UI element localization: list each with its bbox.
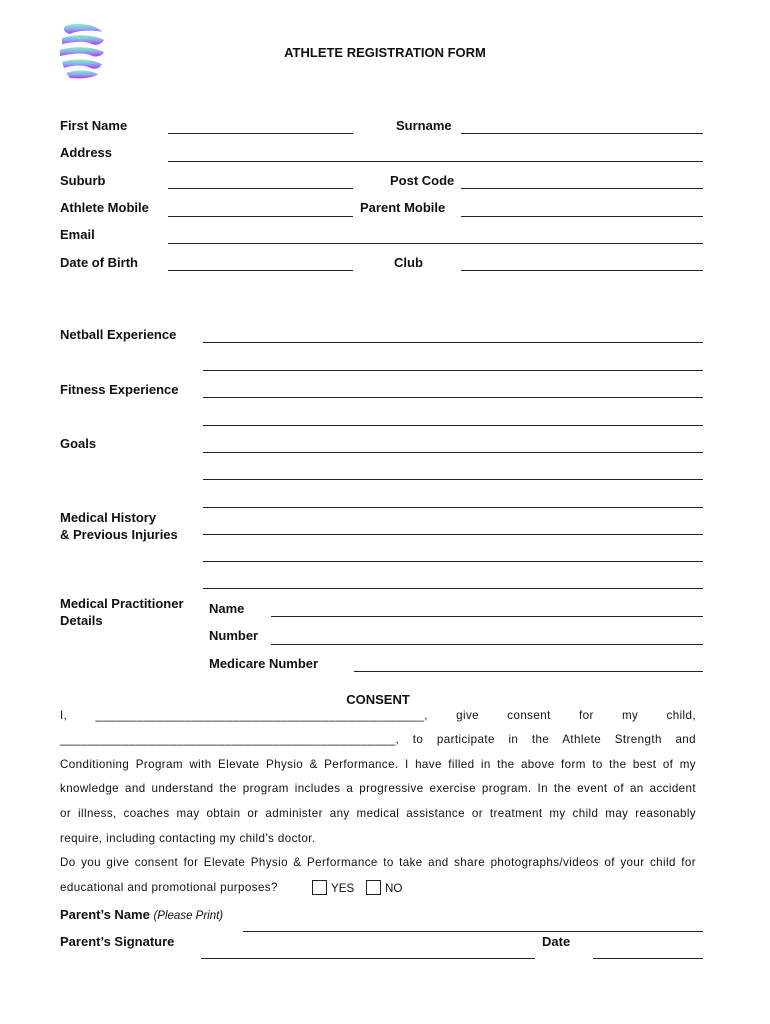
- parent-signature-field[interactable]: [201, 958, 535, 959]
- goals-line-2[interactable]: [203, 479, 703, 480]
- post-code-field[interactable]: [461, 188, 703, 189]
- practitioner-heading: Medical Practitioner: [60, 596, 184, 611]
- practitioner-name-field[interactable]: [271, 616, 703, 617]
- parent-name-label: [60, 907, 223, 924]
- consent-line-2: _________________________________________________, to participate in the Athlete Strength and: [60, 733, 696, 746]
- consent-line-4: knowledge and understand the program includes a progressive exercise program. In the event of an accident: [60, 782, 696, 795]
- suburb-label: Suburb: [60, 173, 106, 188]
- date-field[interactable]: [593, 958, 703, 959]
- practitioner-name-label: Name: [209, 601, 245, 616]
- parent-mobile-label: Parent Mobile: [360, 200, 446, 215]
- medicare-number-field[interactable]: [354, 671, 703, 672]
- surname-label: Surname: [396, 118, 452, 133]
- netball-experience-line-1[interactable]: [203, 342, 703, 343]
- medical-history-label: Medical History: [60, 510, 157, 525]
- consent-line-5: or illness, coaches may obtain or administer any medical assistance or treatment my child may reasonably: [60, 807, 696, 820]
- practitioner-heading-details: Details: [60, 613, 103, 628]
- medical-history-line-2[interactable]: [203, 561, 703, 562]
- address-field[interactable]: [168, 161, 703, 162]
- photo-consent-question-end: educational and promotional purposes?: [60, 881, 278, 894]
- club-field[interactable]: [461, 270, 703, 271]
- netball-experience-label: Netball Experience: [60, 327, 177, 342]
- club-label: Club: [394, 255, 423, 270]
- please-print-note: (Please Print): [153, 910, 224, 922]
- goals-line-1[interactable]: [203, 452, 703, 453]
- post-code-label: Post Code: [390, 173, 455, 188]
- fitness-experience-line-2[interactable]: [203, 425, 703, 426]
- dob-field[interactable]: [168, 270, 353, 271]
- netball-experience-line-2[interactable]: [203, 370, 703, 371]
- no-label: NO: [385, 882, 403, 895]
- surname-field[interactable]: [461, 133, 703, 134]
- medical-history-line-1[interactable]: [203, 534, 703, 535]
- first-name-field[interactable]: [168, 133, 353, 134]
- parent-mobile-field[interactable]: [461, 216, 703, 217]
- medicare-number-label: Medicare Number: [209, 656, 319, 671]
- yes-label: YES: [331, 882, 355, 895]
- fitness-experience-label: Fitness Experience: [60, 382, 179, 397]
- previous-injuries-label: & Previous Injuries: [60, 527, 178, 542]
- no-checkbox[interactable]: [366, 880, 381, 895]
- first-name-label: First Name: [60, 118, 128, 133]
- parent-signature-label: Parent’s Signature: [60, 934, 175, 949]
- consent-line-3: Conditioning Program with Elevate Physio & Performance. I have filled in the above form to the best of my: [60, 758, 696, 771]
- practitioner-number-label: Number: [209, 628, 259, 643]
- email-field[interactable]: [168, 243, 703, 244]
- medical-history-line-3[interactable]: [203, 588, 703, 589]
- fitness-experience-line-1[interactable]: [203, 397, 703, 398]
- athlete-mobile-field[interactable]: [168, 216, 353, 217]
- page-title: ATHLETE REGISTRATION FORM: [284, 45, 486, 60]
- consent-heading: CONSENT: [346, 692, 410, 707]
- practitioner-number-field[interactable]: [271, 644, 703, 645]
- address-label: Address: [60, 145, 113, 160]
- yes-checkbox[interactable]: [312, 880, 327, 895]
- suburb-field[interactable]: [168, 188, 353, 189]
- date-label: Date: [542, 934, 571, 949]
- photo-consent-question: Do you give consent for Elevate Physio & Performance to take and share photographs/videos of your child for: [60, 856, 696, 869]
- parent-name-field[interactable]: [243, 931, 703, 932]
- consent-line-6: require, including contacting my child’s doctor.: [60, 832, 316, 845]
- dob-label: Date of Birth: [60, 255, 138, 270]
- goals-line-3[interactable]: [203, 507, 703, 508]
- parent-name-text: Parent’s Name: [60, 907, 150, 922]
- athlete-mobile-label: Athlete Mobile: [60, 200, 149, 215]
- consent-line-1: I, ________________________________________________, give consent for my child,: [60, 709, 696, 722]
- email-label: Email: [60, 227, 95, 242]
- goals-label: Goals: [60, 436, 97, 451]
